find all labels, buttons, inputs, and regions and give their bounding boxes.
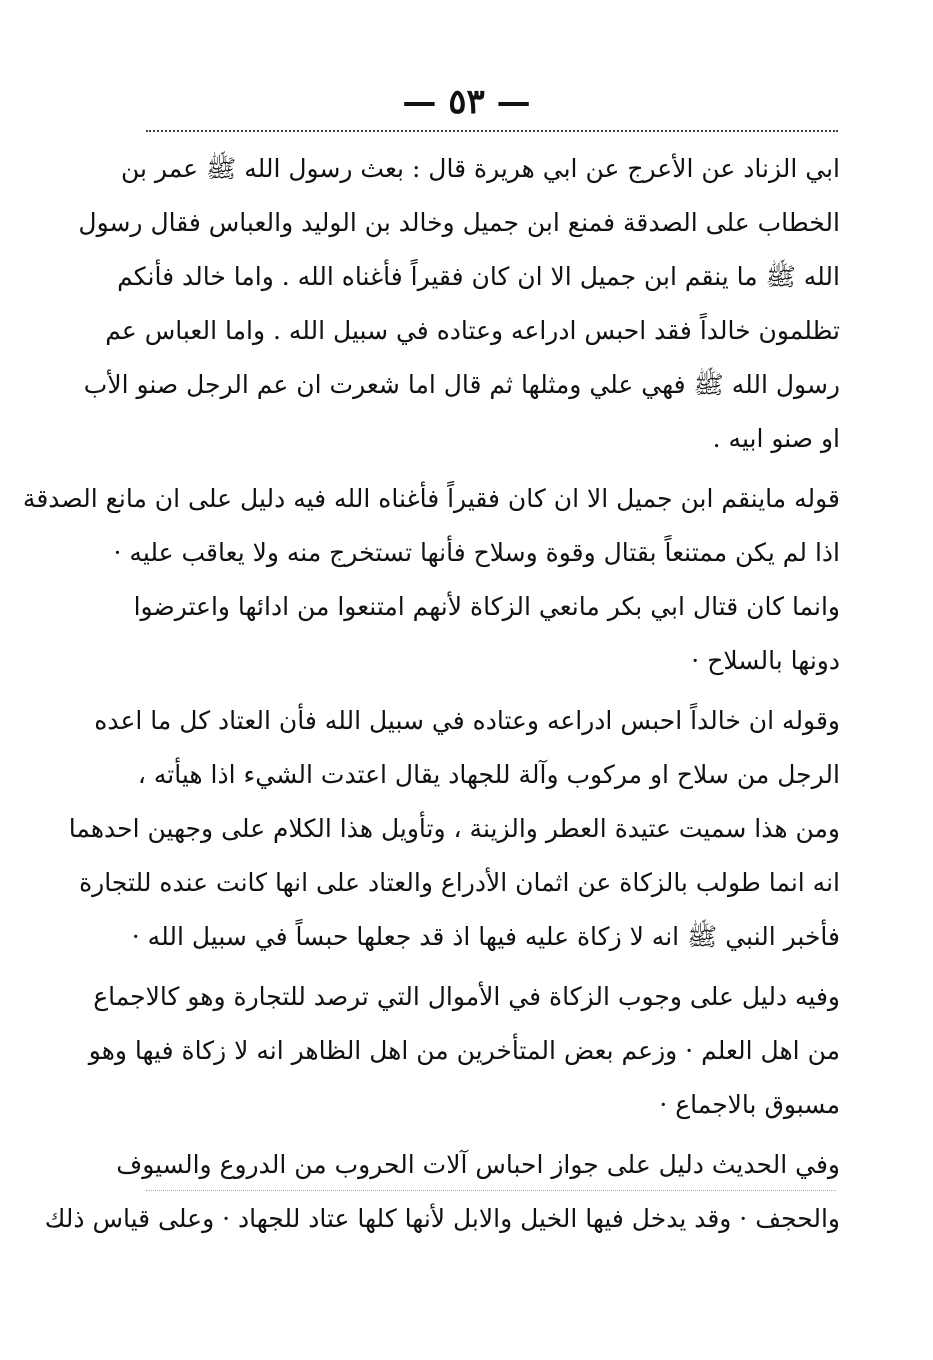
text-line: انه انما طولب بالزكاة عن اثمان الأدراع والعتاد على انها كانت عنده للتجارة (79, 868, 840, 897)
paragraph (88, 970, 840, 1132)
text-line: من اهل العلم · وزعم بعض المتأخرين من اهل الظاهر انه لا زكاة فيها وهو (88, 1036, 840, 1065)
text-line: تظلمون خالداً فقد احبس ادراعه وعتاده في سبيل الله . واما العباس عم (105, 316, 840, 345)
paragraph (22, 472, 840, 688)
text-line: اذا لم يكن ممتنعاً بقتال وقوة وسلاح فأنها تستخرج منه ولا يعاقب عليه · (113, 538, 840, 567)
paragraph (44, 1138, 840, 1246)
text-line: دونها بالسلاح · (691, 646, 840, 675)
paragraph (68, 694, 840, 964)
paragraph (78, 142, 840, 466)
text-line: الرجل من سلاح او مركوب وآلة للجهاد يقال اعتدت الشيء اذا هيأته ، (137, 760, 840, 789)
page-number: — ٥٣ — (402, 82, 531, 122)
text-line: وفيه دليل على وجوب الزكاة في الأموال التي ترصد للتجارة وهو كالاجماع (93, 982, 840, 1011)
page-body (22, 142, 840, 1246)
text-line: ابي الزناد عن الأعرج عن ابي هريرة قال : بعث رسول الله ﷺ عمر بن (121, 154, 840, 183)
text-line: قوله ماينقم ابن جميل الا ان كان فقيراً فأغناه الله فيه دليل على ان مانع الصدقة (22, 484, 840, 513)
text-line: وفي الحديث دليل على جواز احباس آلات الحروب من الدروع والسيوف (116, 1150, 840, 1179)
text-line: رسول الله ﷺ فهي علي ومثلها ثم قال اما شعرت ان عم الرجل صنو الأب (83, 370, 840, 399)
scan-artifact-line (146, 1190, 836, 1192)
text-line: ومن هذا سميت عتيدة العطر والزينة ، وتأويل هذا الكلام على وجهين احدهما (68, 814, 840, 843)
text-line: الله ﷺ ما ينقم ابن جميل الا ان كان فقيراً فأغناه الله . واما خالد فأنكم (117, 262, 840, 291)
text-line: مسبوق بالاجماع · (659, 1090, 840, 1119)
text-line: وقوله ان خالداً احبس ادراعه وعتاده في سبيل الله فأن العتاد كل ما اعده (94, 706, 840, 735)
text-line: والحجف · وقد يدخل فيها الخيل والابل لأنها كلها عتاد للجهاد · وعلى قياس ذلك (44, 1204, 840, 1233)
text-line: فأخبر النبي ﷺ انه لا زكاة عليه فيها اذ قد جعلها حبساً في سبيل الله · (131, 922, 840, 951)
header-divider (146, 130, 838, 132)
text-line: او صنو ابيه . (712, 424, 840, 453)
text-line: وانما كان قتال ابي بكر مانعي الزكاة لأنهم امتنعوا من ادائها واعترضوا (133, 592, 840, 621)
text-line: الخطاب على الصدقة فمنع ابن جميل وخالد بن الوليد والعباس فقال رسول (78, 208, 840, 237)
